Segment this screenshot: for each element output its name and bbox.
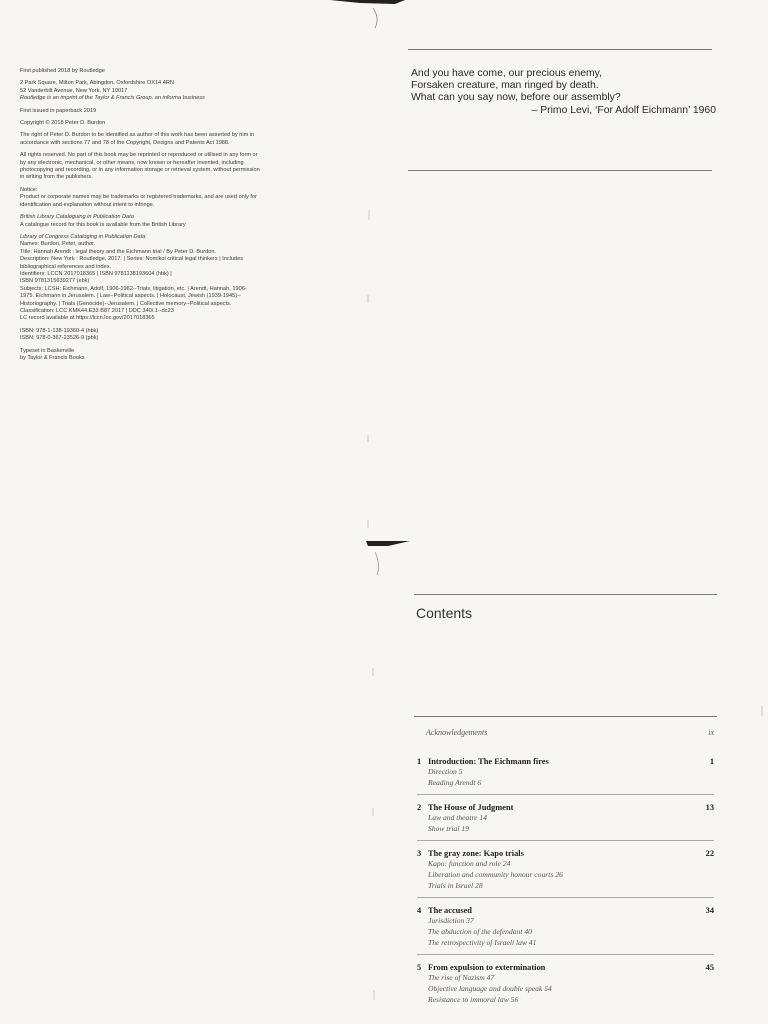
toc-subsection: Jurisdiction 37 bbox=[428, 916, 474, 925]
copyright-line: Subjects: LCSH: Eichmann, Adolf, 1906-1962--Trials, litigation, etc. | Arendt, Hannah, 1906-1975. Eichmann in Jerusalem. | Law--Political aspects. | Holocaust, Jewish (1939-1945)--Historiography. | Trials (Genocide)--Jerusalem. | Collective memory--Political aspects. bbox=[20, 285, 247, 307]
toc-chapter-heading bbox=[417, 963, 714, 972]
copyright-line: First published 2018 by Routledge bbox=[20, 68, 105, 74]
copyright-line: Copyright © 2018 Peter D. Burdon bbox=[20, 120, 106, 127]
toc-subsection: Trials in Israel 28 bbox=[428, 881, 483, 890]
loc-cip-heading: Library of Congress Cataloging in Publication Data bbox=[20, 233, 146, 240]
toc-subsection: Liberation and community honour courts 26 bbox=[428, 870, 563, 879]
copyright-line: Identifiers: LCCN 2017018365 | ISBN 9781138193604 (hbk) | bbox=[20, 270, 172, 277]
toc-subsection: The retrospectivity of Israeli law 41 bbox=[428, 938, 537, 947]
toc-chapter-page: 34 bbox=[705, 906, 714, 915]
epigraph-attribution: – Primo Levi, ‘For Adolf Eichmann’ 1960 bbox=[531, 104, 716, 116]
copyright-line: First issued in paperback 2019 bbox=[20, 107, 97, 114]
epigraph-line: And you have come, our precious enemy, bbox=[411, 68, 602, 79]
toc-chapter bbox=[417, 849, 714, 898]
toc-chapter-title: From expulsion to extermination bbox=[428, 963, 546, 972]
copyright-line: Title: Hannah Arendt : legal theory and the Eichmann trial / By Peter D. Burdon. bbox=[20, 248, 216, 255]
toc-chapter-heading bbox=[417, 803, 714, 812]
isbn-hbk: ISBN: 978-1-138-19360-4 (hbk) bbox=[20, 327, 99, 334]
toc-chapter-number: 5 bbox=[417, 963, 422, 972]
page-edge-shadow-top bbox=[330, 0, 405, 4]
toc-chapter-heading bbox=[417, 849, 714, 858]
copyright-line: 2 Park Square, Milton Park, Abingdon, Oxfordshire OX14 4RN bbox=[20, 80, 174, 87]
copyright-page bbox=[20, 68, 260, 367]
gutter-curve-top bbox=[373, 8, 377, 28]
toc-chapter-heading bbox=[417, 757, 714, 766]
toc-subsection: Kapo: function and role 24 bbox=[428, 859, 511, 868]
epigraph-line: What can you say now, before our assembly? bbox=[411, 92, 621, 104]
toc-chapter-title: Introduction: The Eichmann fires bbox=[428, 757, 549, 766]
toc-subsection: Objective language and double speak 54 bbox=[428, 984, 552, 993]
typeset-line: by Taylor & Francis Books bbox=[20, 355, 85, 361]
contents-top-rule bbox=[414, 594, 717, 595]
isbn-pbk: ISBN: 978-0-367-23526-9 (pbk) bbox=[20, 335, 99, 342]
typeset-line: Typeset in Baskerville bbox=[20, 347, 75, 354]
bl-cip-heading: British Library Cataloguing in Publication Data bbox=[20, 214, 134, 221]
epigraph-line: Forsaken creature, man ringed by death. bbox=[411, 80, 599, 92]
notice-heading: Notice: bbox=[20, 186, 38, 193]
epigraph-bottom-rule bbox=[408, 170, 712, 171]
epigraph bbox=[411, 68, 716, 117]
copyright-line: Description: New York : Routledge, 2017. | Series: Nomikoi critical legal thinkers | Includes bibliographical references and index. bbox=[20, 256, 244, 270]
table-of-contents bbox=[417, 728, 714, 1019]
toc-chapter-page: 45 bbox=[705, 963, 714, 972]
gutter-curve-middle bbox=[375, 552, 379, 575]
notice-text: Product or corporate names may be trademarks or registered trademarks, and are used only for identification and explanation without intent to infringe. bbox=[20, 194, 257, 208]
contents-heading-rule bbox=[414, 716, 717, 717]
toc-chapter bbox=[417, 963, 714, 1011]
moral-rights-text: The right of Peter D. Burdon to be identified as author of this work has been asserted by him in accordance with sections 77 and 78 of the Copyright, Designs and Patents Act 1988. bbox=[20, 132, 255, 146]
contents-title: Contents bbox=[416, 605, 473, 621]
toc-chapter-title: The House of Judgment bbox=[428, 803, 514, 812]
toc-subsection: Direction 5 bbox=[428, 767, 463, 776]
toc-chapter-number: 4 bbox=[417, 906, 422, 915]
toc-subsection: Resistance to immoral law 56 bbox=[428, 995, 519, 1004]
toc-subsection: The rise of Nazism 47 bbox=[428, 973, 495, 982]
toc-ack-label: Acknowledgements bbox=[426, 728, 488, 737]
toc-chapter bbox=[417, 906, 714, 955]
toc-subsection: The abduction of the defendant 40 bbox=[428, 927, 532, 936]
page-edge-shadow-middle bbox=[366, 541, 410, 546]
toc-subsection: Reading Arendt 6 bbox=[428, 778, 482, 787]
copyright-line: 52 Vanderbilt Avenue, New York, NY 10017 bbox=[20, 87, 128, 94]
toc-chapter bbox=[417, 803, 714, 841]
toc-chapter-title: The gray zone: Kapo trials bbox=[428, 849, 524, 858]
toc-acknowledgements bbox=[417, 728, 714, 737]
toc-chapter-number: 2 bbox=[417, 803, 422, 812]
toc-chapter-title: The accused bbox=[428, 906, 472, 915]
toc-chapter-list bbox=[417, 757, 714, 1011]
toc-chapter-page: 13 bbox=[705, 803, 714, 812]
toc-chapter-heading bbox=[417, 906, 714, 915]
copyright-line: Routledge is an imprint of the Taylor & Francis Group, an informa business bbox=[20, 95, 205, 102]
toc-chapter-number: 1 bbox=[417, 757, 422, 766]
toc-chapter-number: 3 bbox=[417, 849, 422, 858]
toc-chapter bbox=[417, 757, 714, 795]
copyright-line: Classification: LCC KMK44.E33 B87 2017 | DDC 340/.1--dc23 bbox=[20, 307, 174, 314]
copyright-line: Names: Burdon, Peter, author. bbox=[20, 241, 96, 248]
toc-subsection: Law and theatre 14 bbox=[428, 813, 487, 822]
copyright-line: ISBN 9781315639277 (ebk) bbox=[20, 278, 90, 285]
toc-chapter-page: 1 bbox=[709, 757, 714, 766]
toc-chapter-page: 22 bbox=[705, 849, 714, 858]
rights-reserved-text: All rights reserved. No part of this book may be reprinted or reproduced or utilised in any form or by any electronic, mechanical, or other means, now known or hereafter invented, including photocopying and recording, or in any information storage or retrieval system, without permission in writing from the publishers. bbox=[20, 152, 260, 181]
epigraph-top-rule bbox=[408, 49, 712, 50]
copyright-line: A catalogue record for this book is available from the British Library bbox=[20, 221, 186, 228]
toc-subsection: Show trial 19 bbox=[428, 824, 469, 833]
copyright-line: LC record available at https://lccn.loc.gov/2017018365 bbox=[20, 315, 155, 322]
toc-ack-page: ix bbox=[708, 728, 714, 737]
